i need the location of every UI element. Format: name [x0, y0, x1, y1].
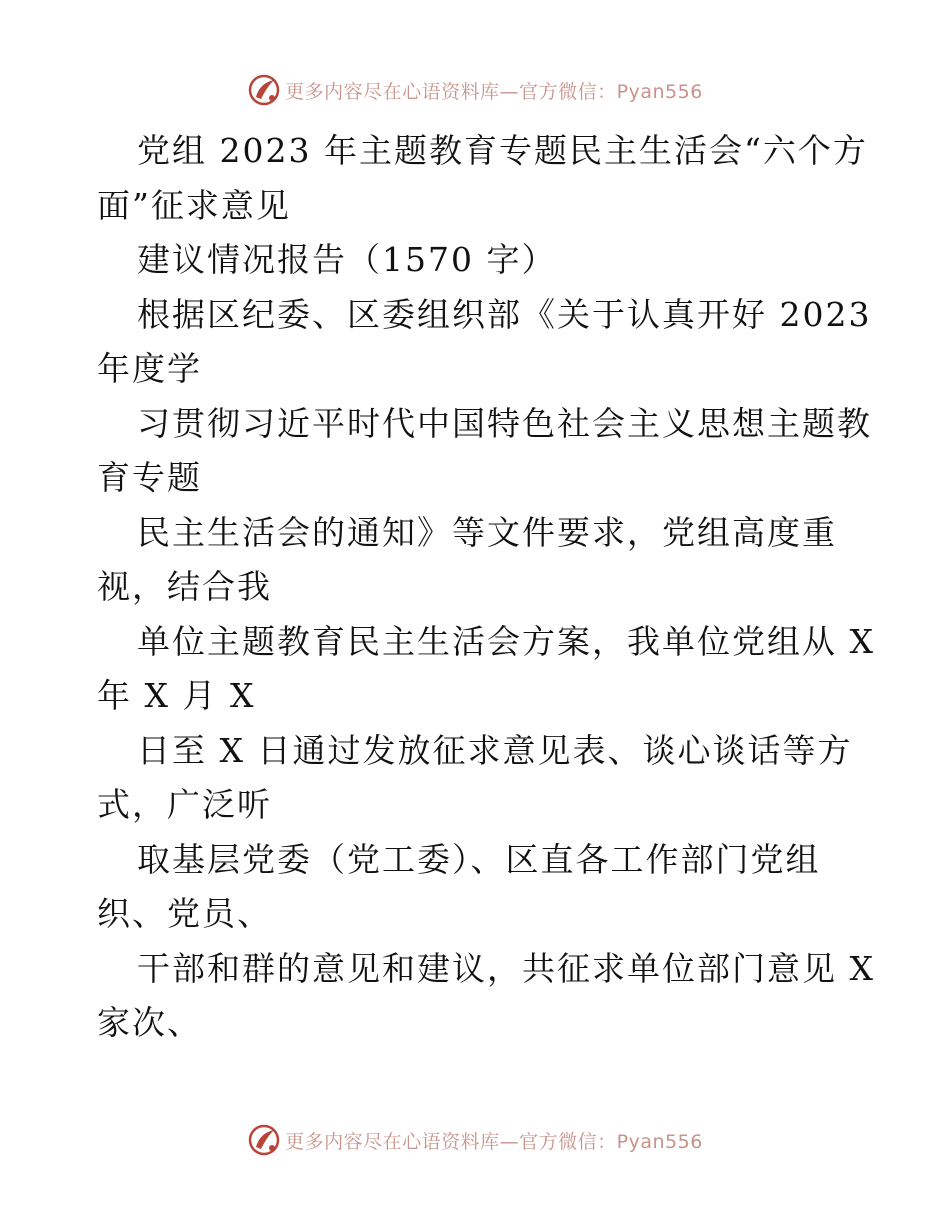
brand-logo-icon — [247, 1123, 281, 1157]
text-line: 日至 X 日通过发放征求意见表、谈心谈话等方 — [137, 730, 853, 770]
text-line: 党组 2023 年主题教育专题民主生活会“六个方 — [137, 131, 868, 170]
text-line: 干部和群的意见和建议，共征求单位部门意见 X — [137, 948, 875, 988]
text-line: 式，广泛听 — [97, 785, 272, 824]
text-line: 视，结合我 — [97, 567, 272, 606]
document-body — [97, 124, 875, 1051]
footer-watermark — [0, 1120, 950, 1160]
text-line: 建议情况报告（1570 字） — [137, 240, 557, 279]
header-watermark — [0, 70, 950, 110]
text-line: 年 X 月 X — [97, 676, 256, 715]
text-line: 单位主题教育民主生活会方案，我单位党组从 X — [137, 621, 875, 661]
text-line: 家次、 — [97, 1003, 202, 1042]
watermark-text: 更多内容尽在心语资料库—官方微信：Pyan556 — [285, 1130, 703, 1153]
text-line: 民主生活会的通知》等文件要求，党组高度重 — [137, 512, 837, 552]
watermark-text: 更多内容尽在心语资料库—官方微信：Pyan556 — [285, 80, 703, 103]
text-line: 习贯彻习近平时代中国特色社会主义思想主题教 — [137, 403, 872, 443]
text-line: 年度学 — [97, 349, 202, 388]
text-line: 育专题 — [97, 458, 202, 497]
text-line: 取基层党委（党工委）、区直各工作部门党组 — [137, 839, 821, 879]
text-line: 面”征求意见 — [97, 185, 291, 225]
text-line: 根据区纪委、区委组织部《关于认真开好 2023 — [137, 294, 872, 334]
brand-logo-icon — [247, 73, 281, 107]
text-line: 织、党员、 — [97, 894, 272, 933]
